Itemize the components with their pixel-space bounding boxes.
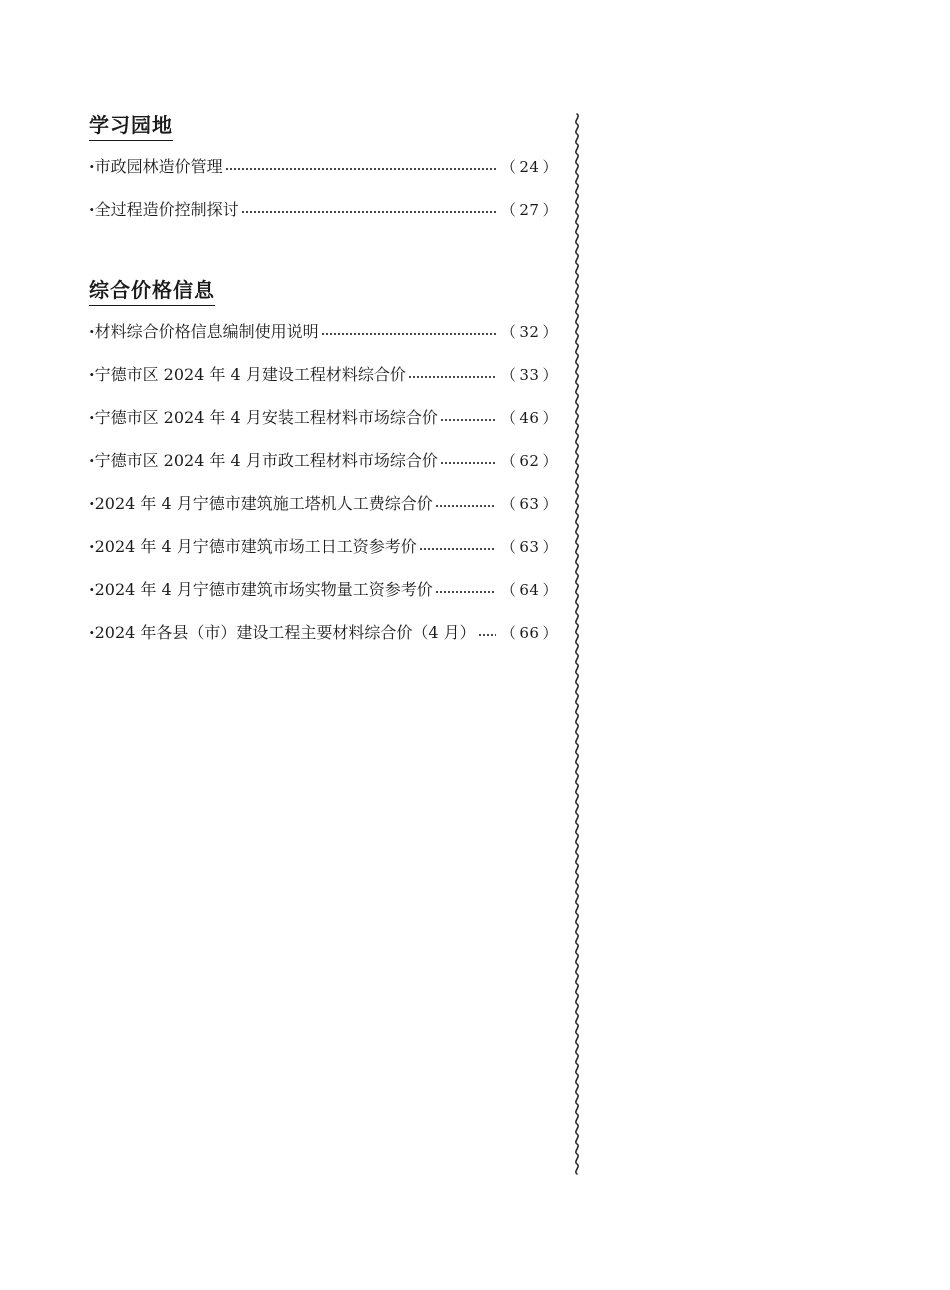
wavy-divider-line xyxy=(569,112,585,1178)
toc-entry[interactable] xyxy=(89,621,561,645)
entry-bullet: · xyxy=(89,365,95,384)
entry-bullet: · xyxy=(89,451,95,470)
entry-title: 2024 年 4 月宁德市建筑施工塔机人工费综合价 xyxy=(94,494,433,513)
entry-bullet: · xyxy=(89,322,95,341)
entry-title: 宁德市区 2024 年 4 月建设工程材料综合价 xyxy=(94,365,406,384)
toc-entry[interactable] xyxy=(89,363,561,387)
toc-entry[interactable] xyxy=(89,535,561,559)
entry-page-number: （ 63 ） xyxy=(500,538,558,556)
entry-title: 市政园林造价管理 xyxy=(94,157,223,176)
entry-page-number: （ 62 ） xyxy=(500,452,558,470)
entry-title: 2024 年 4 月宁德市建筑市场工日工资参考价 xyxy=(94,537,417,556)
entry-bullet: · xyxy=(89,623,95,642)
entry-title: 宁德市区 2024 年 4 月市政工程材料市场综合价 xyxy=(94,451,438,470)
toc-entry[interactable] xyxy=(89,155,561,179)
dot-leader xyxy=(435,591,496,593)
entry-bullet: · xyxy=(89,200,95,219)
entry-page-number: （ 64 ） xyxy=(500,581,558,599)
entry-bullet: · xyxy=(89,408,95,427)
entry-title: 2024 年 4 月宁德市建筑市场实物量工资参考价 xyxy=(94,580,433,599)
section-heading-study: 学习园地 xyxy=(89,112,173,141)
entry-bullet: · xyxy=(89,537,95,556)
entry-title: 材料综合价格信息编制使用说明 xyxy=(94,322,319,341)
entry-page-number: （ 33 ） xyxy=(500,366,558,384)
entry-bullet: · xyxy=(89,494,95,513)
toc-entry[interactable] xyxy=(89,198,561,222)
dot-leader xyxy=(321,333,496,335)
dot-leader xyxy=(419,548,496,550)
dot-leader xyxy=(241,211,496,213)
entry-bullet: · xyxy=(89,157,95,176)
toc-entry[interactable] xyxy=(89,449,561,473)
entry-page-number: （ 27 ） xyxy=(500,201,558,219)
entry-title: 宁德市区 2024 年 4 月安装工程材料市场综合价 xyxy=(94,408,438,427)
entry-page-number: （ 46 ） xyxy=(500,409,558,427)
dot-leader xyxy=(478,634,496,636)
entry-page-number: （ 24 ） xyxy=(500,158,558,176)
toc-entry[interactable] xyxy=(89,578,561,602)
toc-entry[interactable] xyxy=(89,406,561,430)
entry-title: 全过程造价控制探讨 xyxy=(94,200,239,219)
toc-entry[interactable] xyxy=(89,320,561,344)
dot-leader xyxy=(408,376,496,378)
dot-leader xyxy=(440,419,496,421)
entry-title: 2024 年各县（市）建设工程主要材料综合价（4 月） xyxy=(94,623,476,642)
dot-leader xyxy=(435,505,496,507)
entry-page-number: （ 32 ） xyxy=(500,323,558,341)
toc-entry[interactable] xyxy=(89,492,561,516)
entry-page-number: （ 63 ） xyxy=(500,495,558,513)
entry-bullet: · xyxy=(89,580,95,599)
entry-page-number: （ 66 ） xyxy=(500,624,558,642)
dot-leader xyxy=(440,462,496,464)
section-heading-price-info: 综合价格信息 xyxy=(89,277,215,306)
dot-leader xyxy=(225,168,496,170)
